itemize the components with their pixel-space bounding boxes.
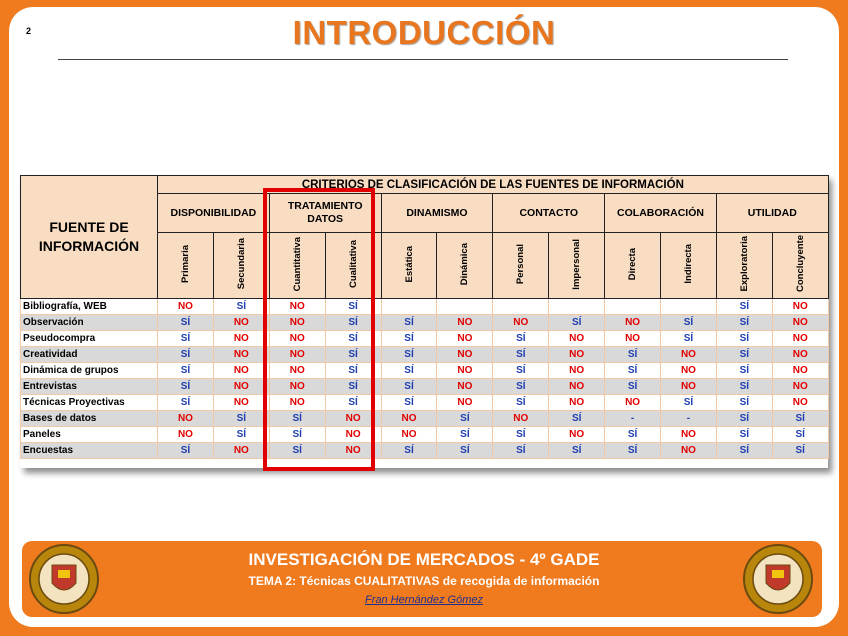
subgroup-header bbox=[158, 233, 214, 299]
table-cell: SÍ bbox=[493, 443, 549, 459]
source-name: Dinámica de grupos bbox=[21, 363, 158, 379]
subgroup-header bbox=[325, 233, 381, 299]
group-header: TRATAMIENTO DATOS bbox=[269, 194, 381, 233]
table-cell: NO bbox=[772, 363, 828, 379]
table-cell: SÍ bbox=[661, 331, 717, 347]
table-cell: SÍ bbox=[213, 299, 269, 315]
table-cell: SÍ bbox=[605, 363, 661, 379]
table-cell: NO bbox=[269, 331, 325, 347]
table-cell: NO bbox=[269, 299, 325, 315]
table-cell: SÍ bbox=[549, 315, 605, 331]
table-cell: NO bbox=[661, 363, 717, 379]
slide-title: INTRODUCCIÓN bbox=[292, 14, 556, 51]
table-cell: SÍ bbox=[158, 395, 214, 411]
table-cell: NO bbox=[772, 315, 828, 331]
table-cell: SÍ bbox=[716, 331, 772, 347]
table-cell: NO bbox=[158, 299, 214, 315]
table-cell: SÍ bbox=[605, 379, 661, 395]
table-cell: SÍ bbox=[493, 379, 549, 395]
table-cell: NO bbox=[661, 443, 717, 459]
table-cell: NO bbox=[493, 411, 549, 427]
table-cell: NO bbox=[269, 379, 325, 395]
table-cell: SÍ bbox=[437, 411, 493, 427]
table-cell: SÍ bbox=[716, 427, 772, 443]
table-cell: NO bbox=[213, 347, 269, 363]
table-cell: NO bbox=[661, 427, 717, 443]
table-row bbox=[21, 379, 829, 395]
group-header: COLABORACIÓN bbox=[605, 194, 717, 233]
table-cell: - bbox=[661, 411, 717, 427]
table-cell: NO bbox=[549, 427, 605, 443]
table-cell: NO bbox=[605, 395, 661, 411]
table-cell: SÍ bbox=[716, 379, 772, 395]
subgroup-header bbox=[493, 233, 549, 299]
source-name: Encuestas bbox=[21, 443, 158, 459]
table-cell: SÍ bbox=[213, 427, 269, 443]
subgroup-header-label: Concluyente bbox=[794, 235, 806, 293]
table-cell: SÍ bbox=[605, 347, 661, 363]
subgroup-header-label: Secundaria bbox=[235, 238, 247, 290]
table-cell: NO bbox=[269, 347, 325, 363]
table-cell bbox=[661, 299, 717, 315]
table-row bbox=[21, 347, 829, 363]
subgroup-header bbox=[381, 233, 437, 299]
table-cell: SÍ bbox=[381, 443, 437, 459]
table-row bbox=[21, 411, 829, 427]
table-cell: SÍ bbox=[493, 347, 549, 363]
table-cell: NO bbox=[213, 315, 269, 331]
source-name: Entrevistas bbox=[21, 379, 158, 395]
subgroup-header bbox=[549, 233, 605, 299]
table-row bbox=[21, 331, 829, 347]
source-name: Bases de datos bbox=[21, 411, 158, 427]
criteria-header: CRITERIOS DE CLASIFICACIÓN DE LAS FUENTES DE INFORMACIÓN bbox=[158, 176, 829, 194]
subgroup-header-label: Primaria bbox=[179, 244, 191, 284]
classification-table bbox=[20, 175, 829, 459]
page-number: 2 bbox=[26, 26, 32, 36]
title-divider bbox=[58, 59, 788, 60]
table-cell: SÍ bbox=[716, 347, 772, 363]
footer-author-link[interactable]: Fran Hernández Gómez bbox=[365, 594, 483, 606]
table-cell: NO bbox=[158, 427, 214, 443]
table-cell: NO bbox=[437, 379, 493, 395]
table-cell: SÍ bbox=[381, 331, 437, 347]
table-cell: SÍ bbox=[661, 315, 717, 331]
table-cell: SÍ bbox=[325, 379, 381, 395]
table-cell: - bbox=[605, 411, 661, 427]
table-cell: SÍ bbox=[381, 379, 437, 395]
table-cell: SÍ bbox=[493, 427, 549, 443]
subgroup-header bbox=[213, 233, 269, 299]
table-cell: SÍ bbox=[716, 363, 772, 379]
table-cell: SÍ bbox=[716, 299, 772, 315]
footer-topic: TEMA 2: Técnicas CUALITATIVAS de recogida de información bbox=[248, 574, 600, 588]
table-cell: SÍ bbox=[381, 315, 437, 331]
table-cell: NO bbox=[549, 395, 605, 411]
table-cell: NO bbox=[269, 315, 325, 331]
table-cell: NO bbox=[437, 331, 493, 347]
table-cell: NO bbox=[213, 443, 269, 459]
table-cell: SÍ bbox=[158, 347, 214, 363]
table-cell: SÍ bbox=[158, 315, 214, 331]
table-cell bbox=[605, 299, 661, 315]
table-cell: SÍ bbox=[716, 315, 772, 331]
subgroup-header bbox=[772, 233, 828, 299]
subgroup-header-label: Cualitativa bbox=[347, 239, 359, 289]
table-cell: SÍ bbox=[605, 443, 661, 459]
table-cell: SÍ bbox=[772, 443, 828, 459]
table-cell: NO bbox=[325, 427, 381, 443]
table-cell bbox=[493, 299, 549, 315]
table-cell: NO bbox=[437, 347, 493, 363]
subgroup-header bbox=[437, 233, 493, 299]
table-cell: SÍ bbox=[716, 411, 772, 427]
table-cell: SÍ bbox=[213, 411, 269, 427]
table-cell: SÍ bbox=[325, 363, 381, 379]
table-cell: SÍ bbox=[661, 395, 717, 411]
table-cell: NO bbox=[661, 379, 717, 395]
source-name: Paneles bbox=[21, 427, 158, 443]
table-cell: SÍ bbox=[772, 411, 828, 427]
table-cell: NO bbox=[325, 443, 381, 459]
table-cell: SÍ bbox=[269, 411, 325, 427]
group-header: UTILIDAD bbox=[716, 194, 828, 233]
table-cell: SÍ bbox=[325, 315, 381, 331]
table-cell: NO bbox=[772, 299, 828, 315]
table-cell: NO bbox=[549, 363, 605, 379]
subgroup-header-label: Estática bbox=[403, 245, 415, 283]
table-cell: SÍ bbox=[772, 427, 828, 443]
table-cell: SÍ bbox=[158, 331, 214, 347]
source-name: Pseudocompra bbox=[21, 331, 158, 347]
table-cell: NO bbox=[605, 331, 661, 347]
table-cell: SÍ bbox=[437, 443, 493, 459]
group-header: CONTACTO bbox=[493, 194, 605, 233]
table-cell: SÍ bbox=[437, 427, 493, 443]
table-cell: NO bbox=[269, 363, 325, 379]
table-cell: NO bbox=[549, 331, 605, 347]
table-cell: SÍ bbox=[325, 299, 381, 315]
subgroup-header bbox=[269, 233, 325, 299]
subgroup-header-label: Personal bbox=[515, 243, 527, 285]
table-cell: NO bbox=[437, 315, 493, 331]
table-cell: NO bbox=[772, 331, 828, 347]
table-cell: SÍ bbox=[381, 347, 437, 363]
group-header: DISPONIBILIDAD bbox=[158, 194, 270, 233]
table-row bbox=[21, 395, 829, 411]
group-header: DINAMISMO bbox=[381, 194, 493, 233]
table-row bbox=[21, 315, 829, 331]
table-cell: NO bbox=[772, 395, 828, 411]
table-cell: SÍ bbox=[716, 443, 772, 459]
table-cell: SÍ bbox=[549, 411, 605, 427]
footer-course-title: INVESTIGACIÓN DE MERCADOS - 4º GADE bbox=[248, 550, 600, 569]
table-cell: SÍ bbox=[549, 443, 605, 459]
table-cell: SÍ bbox=[158, 443, 214, 459]
subgroup-header bbox=[605, 233, 661, 299]
table-cell: SÍ bbox=[493, 395, 549, 411]
table-cell: NO bbox=[213, 331, 269, 347]
table-cell bbox=[549, 299, 605, 315]
table-cell: NO bbox=[549, 347, 605, 363]
table-row bbox=[21, 443, 829, 459]
table-cell: SÍ bbox=[325, 395, 381, 411]
table-cell: SÍ bbox=[325, 331, 381, 347]
table-body bbox=[21, 299, 829, 459]
table-cell: SÍ bbox=[325, 347, 381, 363]
table-cell: NO bbox=[158, 411, 214, 427]
table-cell: NO bbox=[437, 395, 493, 411]
source-name: Técnicas Proyectivas bbox=[21, 395, 158, 411]
subgroup-header bbox=[661, 233, 717, 299]
table-cell: NO bbox=[213, 379, 269, 395]
table-cell: NO bbox=[772, 347, 828, 363]
table-row bbox=[21, 427, 829, 443]
table-cell: NO bbox=[493, 315, 549, 331]
table-cell: NO bbox=[213, 363, 269, 379]
table-cell: NO bbox=[213, 395, 269, 411]
table-row bbox=[21, 299, 829, 315]
table-cell: NO bbox=[772, 379, 828, 395]
table-cell bbox=[437, 299, 493, 315]
source-column-header: FUENTE DE INFORMACIÓN bbox=[21, 176, 158, 299]
table-cell: NO bbox=[661, 347, 717, 363]
subgroup-header-label: Impersonal bbox=[571, 238, 583, 290]
table-cell: NO bbox=[325, 411, 381, 427]
subgroup-header-label: Cuantitativa bbox=[291, 236, 303, 292]
table-cell: NO bbox=[437, 363, 493, 379]
source-name: Observación bbox=[21, 315, 158, 331]
classification-table-container bbox=[20, 175, 828, 468]
table-cell: NO bbox=[381, 427, 437, 443]
table-cell: SÍ bbox=[493, 331, 549, 347]
table-cell: NO bbox=[605, 315, 661, 331]
subgroup-header-label: Directa bbox=[627, 247, 639, 281]
table-row bbox=[21, 363, 829, 379]
table-cell: SÍ bbox=[158, 379, 214, 395]
table-cell: SÍ bbox=[605, 427, 661, 443]
table-cell: SÍ bbox=[716, 395, 772, 411]
source-name: Creatividad bbox=[21, 347, 158, 363]
table-cell: NO bbox=[549, 379, 605, 395]
table-cell: SÍ bbox=[269, 427, 325, 443]
subgroup-header-label: Indirecta bbox=[682, 244, 694, 284]
table-cell: SÍ bbox=[158, 363, 214, 379]
table-cell: SÍ bbox=[381, 395, 437, 411]
subgroup-header-label: Exploratoria bbox=[738, 236, 750, 292]
table-cell: NO bbox=[381, 411, 437, 427]
table-cell: SÍ bbox=[493, 363, 549, 379]
subgroup-header bbox=[716, 233, 772, 299]
subgroup-header-label: Dinámica bbox=[459, 242, 471, 286]
table-cell: SÍ bbox=[381, 363, 437, 379]
table-cell bbox=[381, 299, 437, 315]
table-cell: NO bbox=[269, 395, 325, 411]
table-cell: SÍ bbox=[269, 443, 325, 459]
source-name: Bibliografía, WEB bbox=[21, 299, 158, 315]
